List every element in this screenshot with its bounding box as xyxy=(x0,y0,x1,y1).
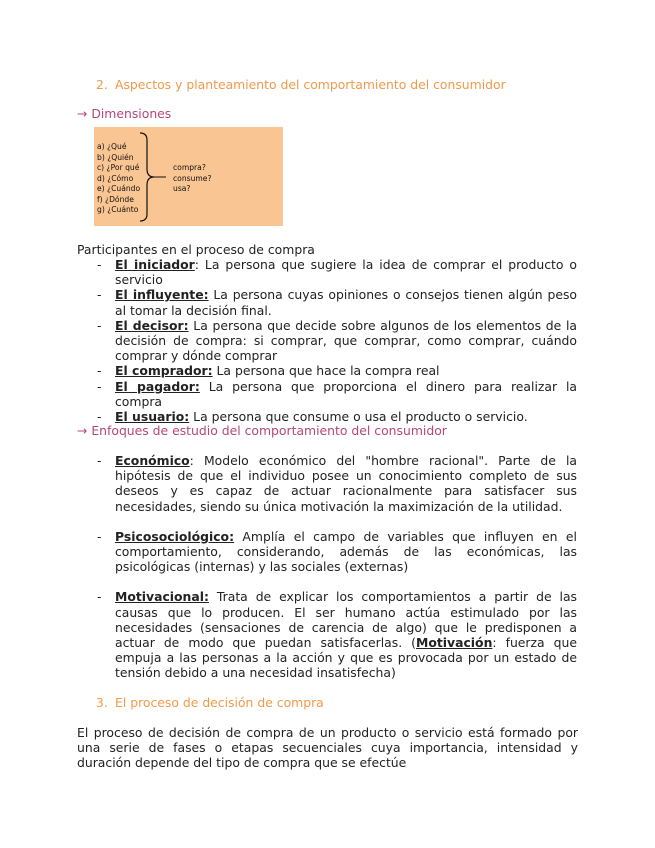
dimensiones-diagram xyxy=(94,127,283,226)
list-item xyxy=(77,257,577,287)
term: Motivacional: xyxy=(115,589,209,605)
term: Motivación xyxy=(416,635,493,651)
list-item xyxy=(77,287,577,317)
term: El usuario: xyxy=(115,409,190,425)
definition: Trata de explicar los comportamientos a partir de las causas que lo producen. El ser humano actúa estimulado por las necesidades (sensaciones de carencia de algo) que le predisponen a actuar de modo que puedan satisfacerlas. ( xyxy=(115,589,577,651)
term: El comprador: xyxy=(115,363,213,379)
term: Psicosociológico: xyxy=(115,528,235,544)
term: El iniciador xyxy=(115,257,195,272)
definition: La persona cuyas opiniones o consejos tienen algún peso al tomar la decisión final. xyxy=(115,287,577,318)
enfoques-list xyxy=(77,453,577,681)
participantes-intro: Participantes en el proceso de compra xyxy=(77,242,315,257)
question-item: f) ¿Dónde xyxy=(97,194,134,204)
definition: : La persona que sugiere la idea de comprar el producto o servicio xyxy=(115,257,577,288)
section-2-heading xyxy=(96,77,506,92)
list-item xyxy=(77,529,577,575)
section-number: 2. xyxy=(96,77,108,92)
term: El pagador: xyxy=(115,378,200,394)
section-title: Aspectos y planteamiento del comportamiento del consumidor xyxy=(115,77,506,92)
term: El decisor: xyxy=(115,317,189,333)
list-item xyxy=(77,379,577,409)
definition: La persona que consume o usa el producto o servicio. xyxy=(189,409,528,425)
brace-icon xyxy=(138,131,168,223)
verb-item: usa? xyxy=(173,184,191,193)
question-item: d) ¿Cómo xyxy=(97,173,134,183)
list-item xyxy=(77,453,577,514)
question-list xyxy=(97,142,140,216)
question-item: a) ¿Qué xyxy=(97,142,127,151)
verb-item: consume? xyxy=(173,173,212,183)
enfoques-heading: → Enfoques de estudio del comportamiento del consumidor xyxy=(77,423,447,438)
question-item: b) ¿Quién xyxy=(97,152,134,162)
closing-paragraph: El proceso de decisión de compra de un producto o servicio está formado por una serie de fases o etapas secuenciales cuya importancia, intensidad y duración depende del tipo de compra que se efectúe xyxy=(77,725,578,771)
definition: La persona que decide sobre algunos de los elementos de la decisión de compra: si comprar, que comprar, como comprar, cuándo comprar y dónde comprar xyxy=(115,317,577,364)
section-title: El proceso de decisión de compra xyxy=(115,695,324,710)
list-item xyxy=(77,363,577,378)
verb-list xyxy=(173,163,212,195)
definition: La persona que proporciona el dinero para realizar la compra xyxy=(115,378,577,409)
list-item xyxy=(77,318,577,364)
list-item xyxy=(77,409,577,424)
definition: Amplía el campo de variables que influyen en el comportamiento, considerando, además de las económicas, las psicológicas (internas) y las sociales (externas) xyxy=(115,528,577,575)
section-number: 3. xyxy=(96,695,108,710)
dimensiones-heading: → Dimensiones xyxy=(77,106,172,121)
section-3-heading xyxy=(96,695,324,710)
question-item: e) ¿Cuándo xyxy=(97,184,141,193)
term: Económico xyxy=(115,453,190,468)
verb-item: compra? xyxy=(173,163,206,172)
definition: : Modelo económico del "hombre racional". Parte de la hipótesis de que el individuo posee un conocimiento completo de sus deseos y es capaz de actuar racionalmente para satisfacer sus necesidades, siendo su única motivación la maximización de la utilidad. xyxy=(115,453,577,514)
question-item: c) ¿Por qué xyxy=(97,163,140,172)
definition: La persona que hace la compra real xyxy=(212,363,440,379)
definition: : fuerza que empuja a las personas a la acción y que es provocada por un estado de tensión debido a una necesidad insatisfecha) xyxy=(115,635,577,681)
participantes-list xyxy=(77,257,577,424)
question-item: g) ¿Cuánto xyxy=(97,205,139,214)
term: El influyente: xyxy=(115,287,209,303)
list-item xyxy=(77,589,577,680)
